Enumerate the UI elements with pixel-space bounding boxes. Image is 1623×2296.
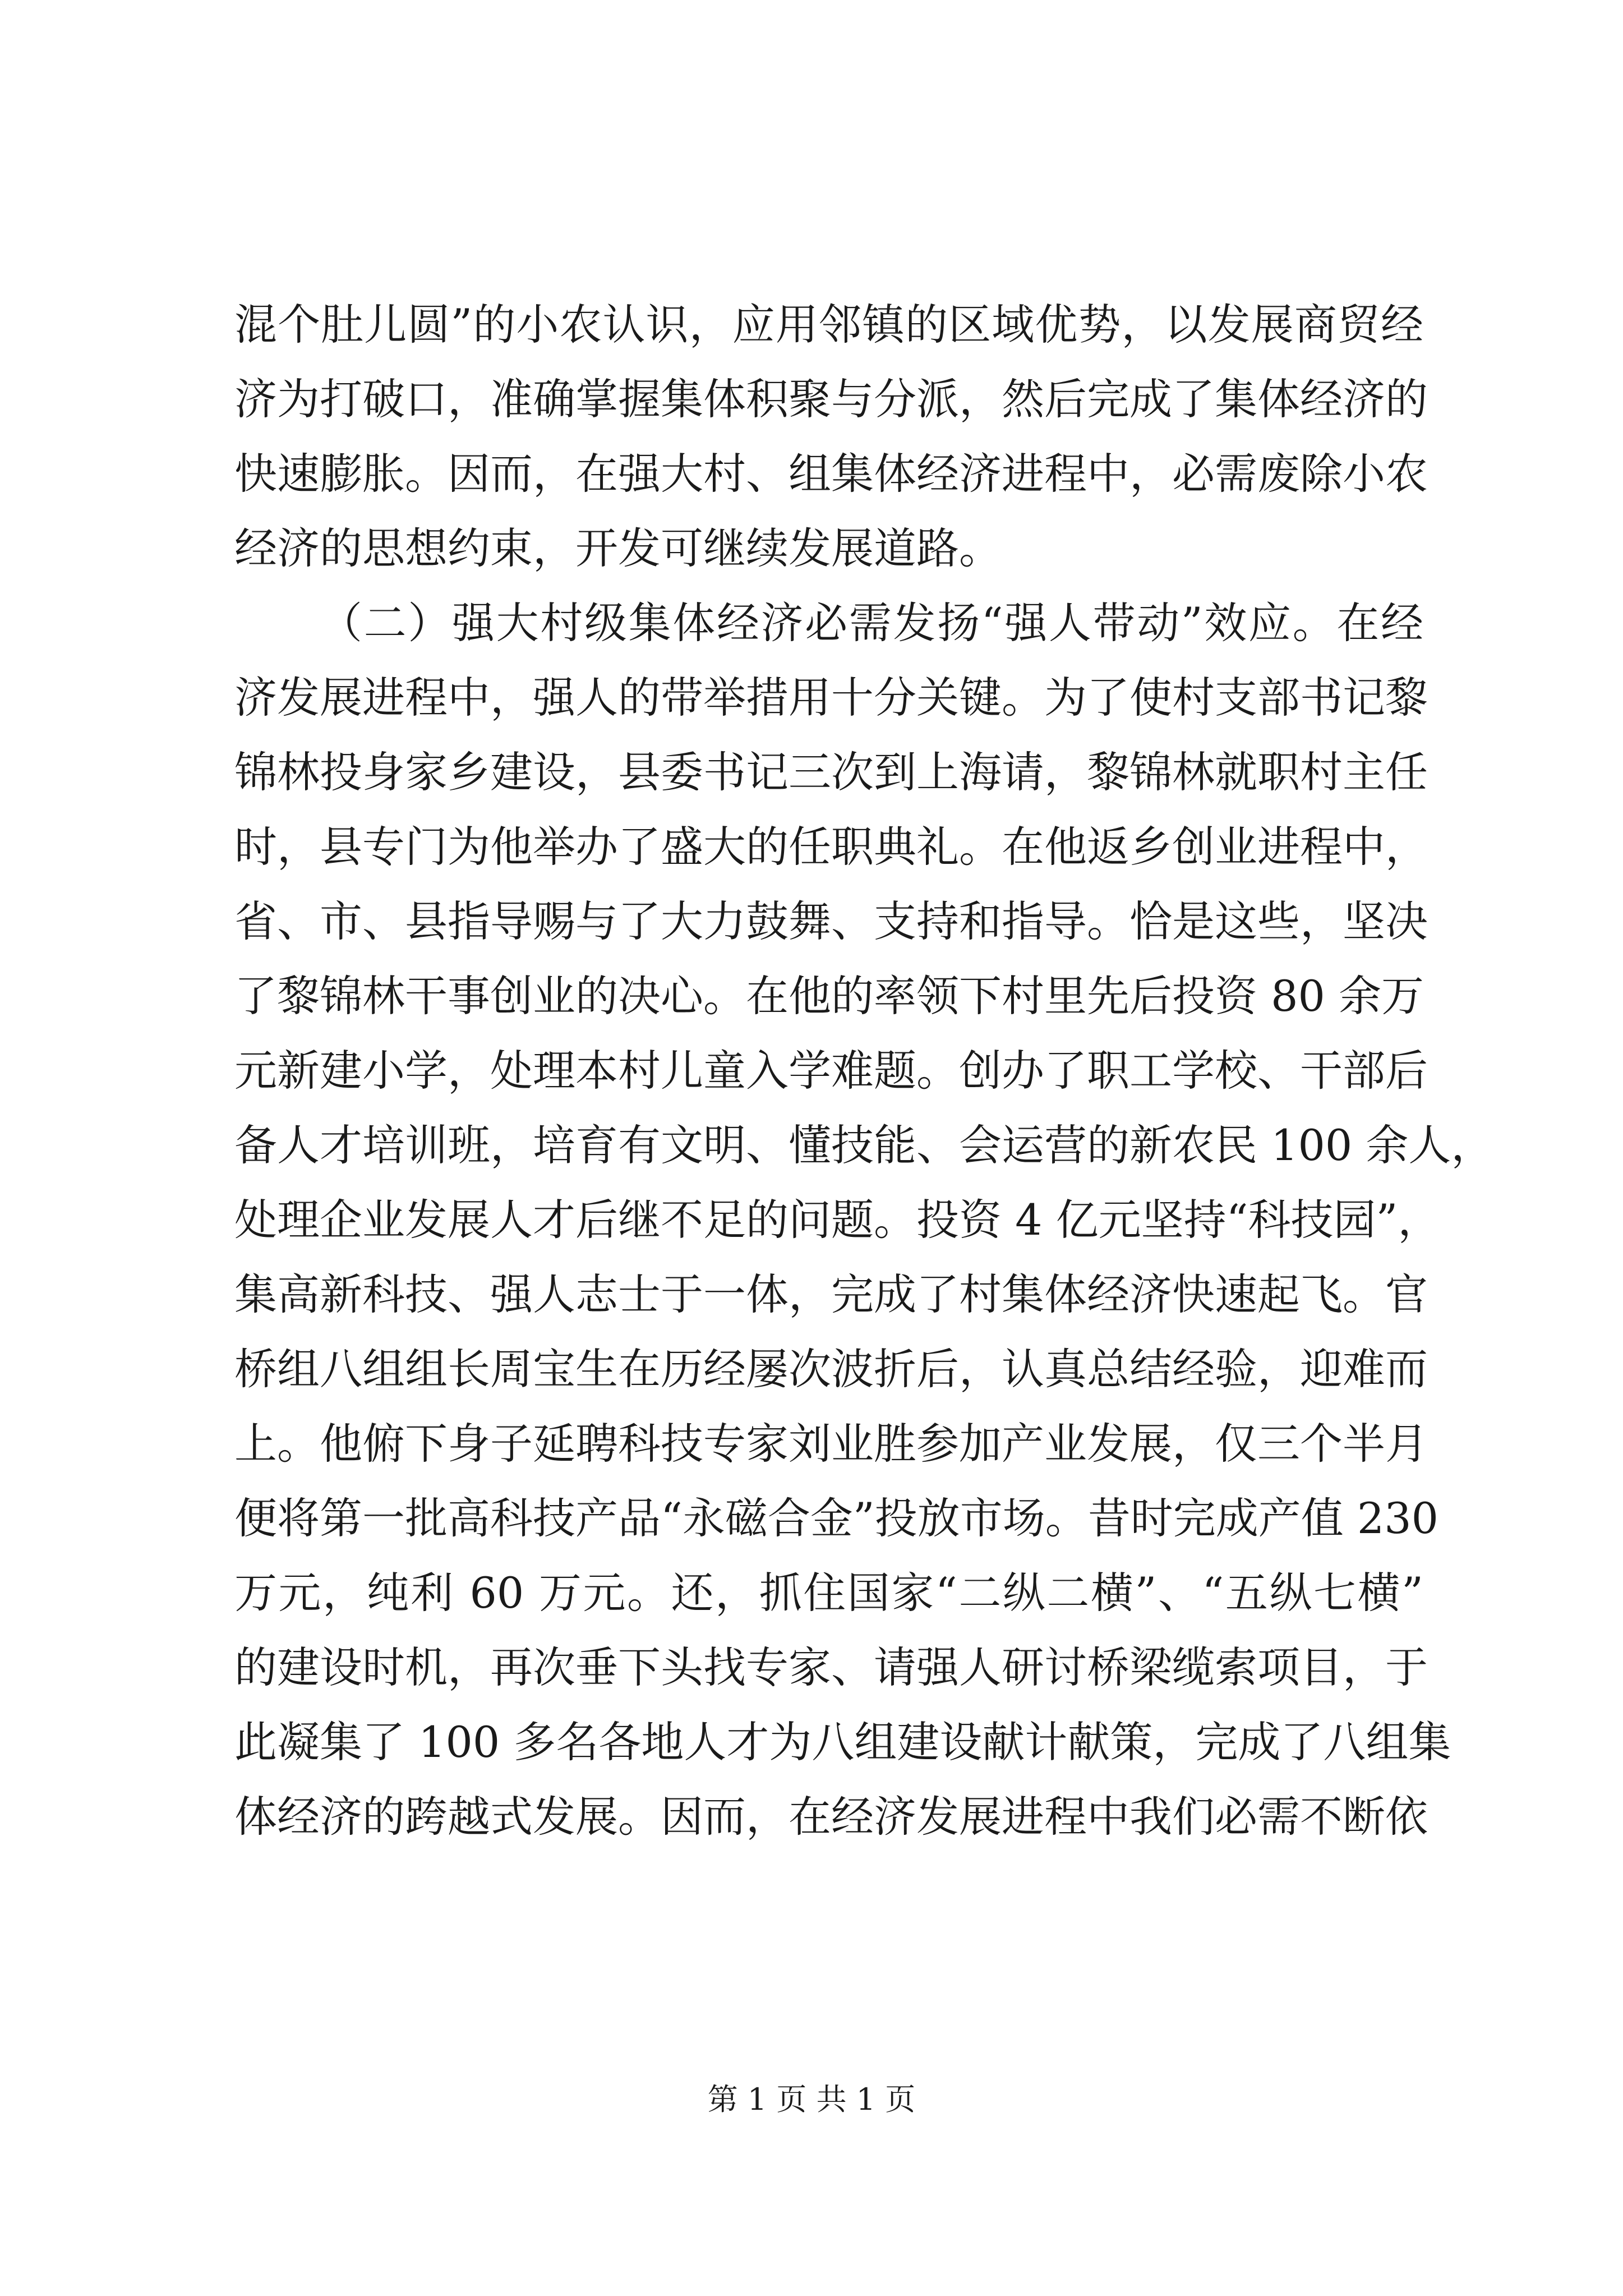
text-line: 的建设时机，再次垂下头找专家、请强人研讨桥梁缆索项目，于 xyxy=(234,1642,1428,1692)
document-body xyxy=(234,287,1494,1854)
text-line: 集高新科技、强人志士于一体，完成了村集体经济快速起飞。官 xyxy=(234,1269,1428,1319)
text-line: 省、市、县指导赐与了大力鼓舞、支持和指导。恰是这些，坚决 xyxy=(234,896,1428,946)
text-line: 混个肚儿圆”的小农认识，应用邻镇的区域优势，以发展商贸经 xyxy=(234,300,1423,349)
text-line: 处理企业发展人才后继不足的问题。投资 4 亿元坚持“科技园”， xyxy=(234,1195,1441,1245)
text-line: 了黎锦林干事创业的决心。在他的率领下村里先后投资 80 余万 xyxy=(234,971,1424,1021)
text-line: 元新建小学，处理本村儿童入学难题。创办了职工学校、干部后 xyxy=(234,1046,1428,1096)
page-number-label: 第 1 页 共 1 页 xyxy=(707,2082,916,2117)
text-line: 此凝集了 100 多名各地人才为八组建设献计献策，完成了八组集 xyxy=(234,1717,1451,1767)
text-line: 经济的思想约束，开发可继续发展道路。 xyxy=(234,523,1002,573)
page-footer xyxy=(0,2080,1623,2119)
paragraph-start-line: （二）强大村级集体经济必需发扬“强人带动”效应。在经 xyxy=(320,598,1423,648)
text-line: 快速膨胀。因而，在强大村、组集体经济进程中，必需废除小农 xyxy=(234,449,1428,499)
text-line: 时，县专门为他举办了盛大的任职典礼。在他返乡创业进程中， xyxy=(234,822,1428,872)
text-line: 体经济的跨越式发展。因而，在经济发展进程中我们必需不断依 xyxy=(234,1792,1428,1842)
text-line: 桥组八组组长周宝生在历经屡次波折后，认真总结经验，迎难而 xyxy=(234,1344,1428,1394)
text-line: 济为打破口，准确掌握集体积聚与分派，然后完成了集体经济的 xyxy=(234,374,1428,424)
text-line: 济发展进程中，强人的带举措用十分关键。为了使村支部书记黎 xyxy=(234,673,1428,723)
text-line: 上。他俯下身子延聘科技专家刘业胜参加产业发展，仅三个半月 xyxy=(234,1419,1428,1469)
text-line: 万元，纯利 60 万元。还，抓住国家“二纵二横”、“五纵七横” xyxy=(234,1568,1423,1618)
text-line: 便将第一批高科技产品“永磁合金”投放市场。昔时完成产值 230 xyxy=(234,1493,1438,1543)
text-line: 备人才培训班，培育有文明、懂技能、会运营的新农民 100 余人， xyxy=(234,1120,1494,1170)
text-line: 锦林投身家乡建设，县委书记三次到上海请，黎锦林就职村主任 xyxy=(234,747,1428,797)
